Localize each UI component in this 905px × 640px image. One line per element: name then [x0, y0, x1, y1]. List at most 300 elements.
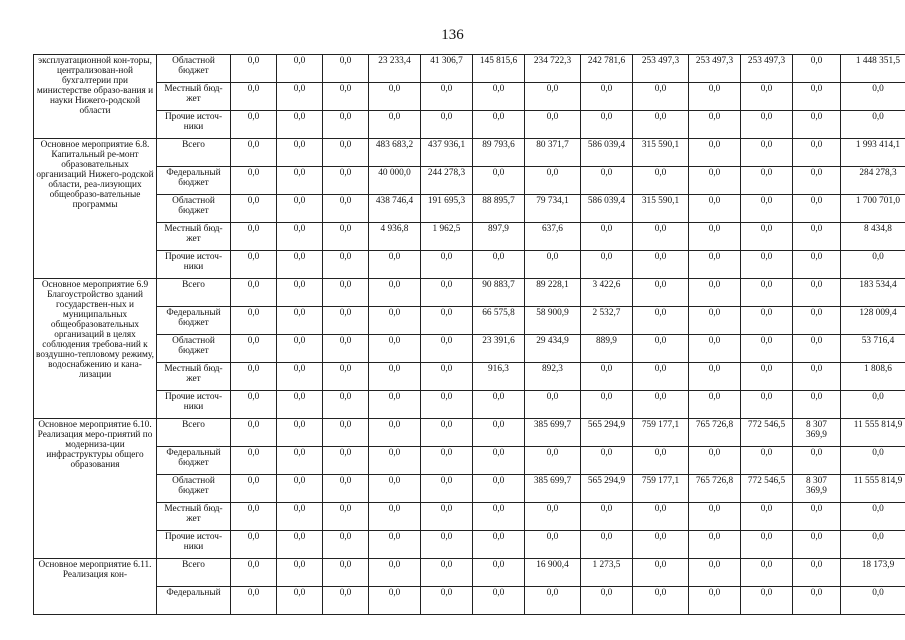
value-cell: 385 699,7 [525, 419, 581, 447]
measure-label: Основное мероприятие 6.8. Капитальный ре-монт образовательных организаций Нижего-родской области, реа-лизующих общеобразо-вательные программы [34, 139, 157, 279]
value-cell: 0,0 [741, 503, 793, 531]
measure-label: Основное мероприятие 6.11. Реализация кон- [34, 559, 157, 615]
value-cell: 0,0 [323, 419, 369, 447]
value-cell: 0,0 [689, 559, 741, 587]
value-cell: 0,0 [369, 251, 421, 279]
value-cell: 916,3 [473, 363, 525, 391]
funding-source: Всего [157, 559, 231, 587]
value-cell: 16 900,4 [525, 559, 581, 587]
value-cell: 0,0 [581, 363, 633, 391]
value-cell: 183 534,4 [841, 279, 905, 307]
value-cell: 23 233,4 [369, 55, 421, 83]
funding-source: Местный бюд-жет [157, 83, 231, 111]
table-row [34, 503, 905, 531]
value-cell: 191 695,3 [421, 195, 473, 223]
value-cell: 0,0 [323, 55, 369, 83]
value-cell: 11 555 814,9 [841, 419, 905, 447]
funding-source: Прочие источ-ники [157, 251, 231, 279]
value-cell: 0,0 [473, 391, 525, 419]
value-cell: 0,0 [633, 251, 689, 279]
value-cell: 253 497,3 [741, 55, 793, 83]
value-cell: 0,0 [277, 279, 323, 307]
value-cell: 0,0 [421, 111, 473, 139]
value-cell: 0,0 [633, 447, 689, 475]
value-cell: 0,0 [793, 447, 841, 475]
value-cell: 0,0 [525, 391, 581, 419]
value-cell: 0,0 [323, 587, 369, 615]
value-cell: 0,0 [741, 251, 793, 279]
value-cell: 0,0 [689, 139, 741, 167]
value-cell: 0,0 [369, 447, 421, 475]
value-cell: 53 716,4 [841, 335, 905, 363]
value-cell: 0,0 [231, 447, 277, 475]
funding-source: Областной бюджет [157, 55, 231, 83]
value-cell: 0,0 [581, 167, 633, 195]
table-row [34, 531, 905, 559]
value-cell: 0,0 [421, 363, 473, 391]
value-cell: 244 278,3 [421, 167, 473, 195]
value-cell: 0,0 [473, 447, 525, 475]
value-cell: 0,0 [581, 223, 633, 251]
value-cell: 0,0 [369, 279, 421, 307]
value-cell: 0,0 [231, 419, 277, 447]
value-cell: 145 815,6 [473, 55, 525, 83]
value-cell: 1 448 351,5 [841, 55, 905, 83]
table-row [34, 559, 905, 587]
value-cell: 637,6 [525, 223, 581, 251]
value-cell: 897,9 [473, 223, 525, 251]
value-cell: 0,0 [323, 111, 369, 139]
table-row [34, 139, 905, 167]
funding-source: Областной бюджет [157, 195, 231, 223]
table-row [34, 475, 905, 503]
value-cell: 0,0 [793, 83, 841, 111]
value-cell: 0,0 [231, 363, 277, 391]
value-cell: 0,0 [323, 559, 369, 587]
value-cell: 0,0 [633, 223, 689, 251]
value-cell: 0,0 [581, 531, 633, 559]
value-cell: 0,0 [323, 279, 369, 307]
value-cell: 0,0 [793, 167, 841, 195]
value-cell: 586 039,4 [581, 195, 633, 223]
value-cell: 0,0 [581, 111, 633, 139]
value-cell: 1 962,5 [421, 223, 473, 251]
value-cell: 0,0 [473, 111, 525, 139]
value-cell: 772 546,5 [741, 419, 793, 447]
value-cell: 0,0 [231, 587, 277, 615]
value-cell: 0,0 [741, 391, 793, 419]
table-row [34, 111, 905, 139]
value-cell: 0,0 [421, 83, 473, 111]
value-cell: 0,0 [793, 335, 841, 363]
value-cell: 0,0 [841, 111, 905, 139]
value-cell: 0,0 [231, 167, 277, 195]
value-cell: 0,0 [323, 167, 369, 195]
value-cell: 0,0 [421, 251, 473, 279]
value-cell: 0,0 [277, 307, 323, 335]
value-cell: 66 575,8 [473, 307, 525, 335]
value-cell: 0,0 [525, 83, 581, 111]
value-cell: 0,0 [323, 531, 369, 559]
value-cell: 0,0 [277, 111, 323, 139]
value-cell: 284 278,3 [841, 167, 905, 195]
value-cell: 437 936,1 [421, 139, 473, 167]
funding-source: Местный бюд-жет [157, 363, 231, 391]
value-cell: 0,0 [369, 531, 421, 559]
table-row [34, 447, 905, 475]
page-number: 136 [441, 27, 464, 43]
value-cell: 8 307 369,9 [793, 475, 841, 503]
value-cell: 0,0 [741, 111, 793, 139]
value-cell: 0,0 [841, 587, 905, 615]
value-cell: 41 306,7 [421, 55, 473, 83]
value-cell: 0,0 [473, 419, 525, 447]
funding-source: Местный бюд-жет [157, 223, 231, 251]
funding-source: Областной бюджет [157, 335, 231, 363]
value-cell: 0,0 [689, 83, 741, 111]
value-cell: 0,0 [581, 503, 633, 531]
value-cell: 0,0 [689, 503, 741, 531]
value-cell: 0,0 [277, 587, 323, 615]
value-cell: 0,0 [369, 391, 421, 419]
value-cell: 0,0 [231, 503, 277, 531]
value-cell: 242 781,6 [581, 55, 633, 83]
value-cell: 0,0 [421, 307, 473, 335]
value-cell: 0,0 [741, 587, 793, 615]
value-cell: 0,0 [323, 251, 369, 279]
value-cell: 0,0 [421, 335, 473, 363]
value-cell: 0,0 [793, 195, 841, 223]
value-cell: 0,0 [689, 447, 741, 475]
value-cell: 0,0 [633, 503, 689, 531]
value-cell: 0,0 [525, 587, 581, 615]
value-cell: 0,0 [689, 223, 741, 251]
value-cell: 0,0 [277, 167, 323, 195]
value-cell: 0,0 [741, 139, 793, 167]
value-cell: 0,0 [323, 363, 369, 391]
value-cell: 0,0 [793, 391, 841, 419]
value-cell: 0,0 [421, 419, 473, 447]
table-row [34, 55, 905, 83]
value-cell: 438 746,4 [369, 195, 421, 223]
value-cell: 0,0 [369, 503, 421, 531]
value-cell: 0,0 [689, 307, 741, 335]
value-cell: 0,0 [369, 587, 421, 615]
value-cell: 0,0 [231, 307, 277, 335]
value-cell: 0,0 [525, 111, 581, 139]
value-cell: 0,0 [277, 559, 323, 587]
value-cell: 0,0 [323, 307, 369, 335]
value-cell: 0,0 [473, 83, 525, 111]
value-cell: 0,0 [741, 531, 793, 559]
funding-source: Местный бюд-жет [157, 503, 231, 531]
table-row [34, 419, 905, 447]
value-cell: 11 555 814,9 [841, 475, 905, 503]
value-cell: 0,0 [581, 587, 633, 615]
value-cell: 79 734,1 [525, 195, 581, 223]
value-cell: 0,0 [369, 363, 421, 391]
value-cell: 0,0 [741, 447, 793, 475]
value-cell: 23 391,6 [473, 335, 525, 363]
funding-source: Федеральный бюджет [157, 307, 231, 335]
value-cell: 0,0 [841, 391, 905, 419]
value-cell: 0,0 [525, 531, 581, 559]
value-cell: 0,0 [689, 195, 741, 223]
value-cell: 0,0 [231, 223, 277, 251]
value-cell: 0,0 [421, 503, 473, 531]
value-cell: 0,0 [581, 447, 633, 475]
table-row [34, 167, 905, 195]
value-cell: 0,0 [323, 447, 369, 475]
value-cell: 0,0 [277, 447, 323, 475]
value-cell: 0,0 [741, 167, 793, 195]
table-row [34, 279, 905, 307]
value-cell: 0,0 [793, 587, 841, 615]
value-cell: 0,0 [689, 251, 741, 279]
value-cell: 759 177,1 [633, 475, 689, 503]
value-cell: 0,0 [741, 307, 793, 335]
value-cell: 0,0 [421, 531, 473, 559]
value-cell: 40 000,0 [369, 167, 421, 195]
value-cell: 0,0 [323, 223, 369, 251]
funding-source: Федеральный [157, 587, 231, 615]
value-cell: 0,0 [689, 391, 741, 419]
value-cell: 0,0 [421, 391, 473, 419]
value-cell: 0,0 [793, 223, 841, 251]
funding-source: Всего [157, 139, 231, 167]
value-cell: 0,0 [689, 167, 741, 195]
value-cell: 1 700 701,0 [841, 195, 905, 223]
value-cell: 253 497,3 [633, 55, 689, 83]
value-cell: 0,0 [277, 419, 323, 447]
value-cell: 0,0 [323, 83, 369, 111]
value-cell: 0,0 [277, 531, 323, 559]
value-cell: 0,0 [525, 251, 581, 279]
value-cell: 385 699,7 [525, 475, 581, 503]
measure-label: эксплуатационной кон-торы, централизован-ной бухгалтерии при министерстве образо-вания и науки Нижего-родской области [34, 55, 157, 139]
value-cell: 586 039,4 [581, 139, 633, 167]
value-cell: 0,0 [689, 363, 741, 391]
value-cell: 0,0 [231, 251, 277, 279]
value-cell: 0,0 [421, 559, 473, 587]
value-cell: 0,0 [793, 279, 841, 307]
value-cell: 8 434,8 [841, 223, 905, 251]
measure-label: Основное мероприятие 6.10. Реализация меро-приятий по модерниза-ции инфраструктуры общего образования [34, 419, 157, 559]
value-cell: 0,0 [369, 111, 421, 139]
value-cell: 0,0 [277, 55, 323, 83]
value-cell: 765 726,8 [689, 475, 741, 503]
value-cell: 0,0 [793, 307, 841, 335]
value-cell: 0,0 [741, 335, 793, 363]
value-cell: 0,0 [689, 111, 741, 139]
table-row [34, 83, 905, 111]
value-cell: 0,0 [231, 139, 277, 167]
value-cell: 0,0 [689, 531, 741, 559]
value-cell: 0,0 [741, 363, 793, 391]
funding-source: Прочие источ-ники [157, 111, 231, 139]
value-cell: 0,0 [473, 531, 525, 559]
value-cell: 0,0 [323, 391, 369, 419]
value-cell: 0,0 [633, 587, 689, 615]
value-cell: 0,0 [421, 587, 473, 615]
value-cell: 128 009,4 [841, 307, 905, 335]
value-cell: 0,0 [231, 111, 277, 139]
value-cell: 0,0 [689, 279, 741, 307]
value-cell: 4 936,8 [369, 223, 421, 251]
value-cell: 0,0 [633, 83, 689, 111]
funding-source: Федеральный бюджет [157, 167, 231, 195]
value-cell: 0,0 [633, 307, 689, 335]
value-cell: 0,0 [231, 531, 277, 559]
value-cell: 0,0 [581, 251, 633, 279]
value-cell: 0,0 [323, 475, 369, 503]
value-cell: 0,0 [323, 195, 369, 223]
value-cell: 89 228,1 [525, 279, 581, 307]
value-cell: 0,0 [793, 139, 841, 167]
funding-source: Всего [157, 419, 231, 447]
table-row [34, 587, 905, 615]
value-cell: 0,0 [231, 279, 277, 307]
value-cell: 88 895,7 [473, 195, 525, 223]
value-cell: 8 307 369,9 [793, 419, 841, 447]
value-cell: 1 273,5 [581, 559, 633, 587]
value-cell: 0,0 [323, 503, 369, 531]
measure-label: Основное мероприятие 6.9 Благоустройство зданий государствен-ных и муниципальных общеобразовательных организаций в целях соблюдения требова-ний к воздушно-тепловому режиму, водоснабжению и кана-лизации [34, 279, 157, 419]
value-cell: 772 546,5 [741, 475, 793, 503]
value-cell: 0,0 [525, 447, 581, 475]
value-cell: 0,0 [689, 587, 741, 615]
value-cell: 0,0 [369, 559, 421, 587]
value-cell: 0,0 [277, 223, 323, 251]
funding-source: Прочие источ-ники [157, 531, 231, 559]
funding-source: Областной бюджет [157, 475, 231, 503]
value-cell: 759 177,1 [633, 419, 689, 447]
value-cell: 0,0 [633, 167, 689, 195]
table-row [34, 195, 905, 223]
value-cell: 565 294,9 [581, 419, 633, 447]
value-cell: 0,0 [581, 83, 633, 111]
value-cell: 889,9 [581, 335, 633, 363]
value-cell: 483 683,2 [369, 139, 421, 167]
value-cell: 0,0 [277, 83, 323, 111]
value-cell: 18 173,9 [841, 559, 905, 587]
value-cell: 0,0 [793, 531, 841, 559]
value-cell: 0,0 [277, 139, 323, 167]
value-cell: 1 993 414,1 [841, 139, 905, 167]
budget-table [33, 54, 905, 615]
table-row [34, 391, 905, 419]
value-cell: 1 808,6 [841, 363, 905, 391]
value-cell: 0,0 [231, 475, 277, 503]
funding-source: Прочие источ-ники [157, 391, 231, 419]
value-cell: 0,0 [741, 559, 793, 587]
value-cell: 58 900,9 [525, 307, 581, 335]
value-cell: 0,0 [741, 279, 793, 307]
value-cell: 0,0 [277, 195, 323, 223]
value-cell: 0,0 [473, 475, 525, 503]
funding-source: Федеральный бюджет [157, 447, 231, 475]
value-cell: 0,0 [581, 391, 633, 419]
value-cell: 0,0 [841, 251, 905, 279]
value-cell: 0,0 [633, 391, 689, 419]
value-cell: 0,0 [525, 167, 581, 195]
value-cell: 0,0 [231, 83, 277, 111]
value-cell: 0,0 [323, 139, 369, 167]
value-cell: 0,0 [841, 503, 905, 531]
value-cell: 0,0 [793, 559, 841, 587]
value-cell: 0,0 [525, 503, 581, 531]
value-cell: 0,0 [369, 83, 421, 111]
value-cell: 0,0 [231, 335, 277, 363]
value-cell: 0,0 [793, 503, 841, 531]
table-row [34, 251, 905, 279]
value-cell: 0,0 [741, 195, 793, 223]
value-cell: 0,0 [793, 111, 841, 139]
value-cell: 234 722,3 [525, 55, 581, 83]
value-cell: 0,0 [633, 111, 689, 139]
value-cell: 0,0 [277, 391, 323, 419]
funding-source: Всего [157, 279, 231, 307]
value-cell: 0,0 [323, 335, 369, 363]
value-cell: 0,0 [841, 531, 905, 559]
value-cell: 0,0 [793, 363, 841, 391]
value-cell: 0,0 [369, 419, 421, 447]
value-cell: 0,0 [369, 475, 421, 503]
value-cell: 0,0 [841, 447, 905, 475]
value-cell: 0,0 [633, 559, 689, 587]
value-cell: 0,0 [793, 251, 841, 279]
value-cell: 0,0 [633, 363, 689, 391]
table-row [34, 335, 905, 363]
value-cell: 0,0 [369, 307, 421, 335]
value-cell: 0,0 [277, 335, 323, 363]
value-cell: 89 793,6 [473, 139, 525, 167]
value-cell: 90 883,7 [473, 279, 525, 307]
value-cell: 0,0 [277, 503, 323, 531]
value-cell: 0,0 [277, 475, 323, 503]
value-cell: 0,0 [473, 251, 525, 279]
value-cell: 0,0 [633, 335, 689, 363]
value-cell: 0,0 [473, 559, 525, 587]
table-row [34, 307, 905, 335]
value-cell: 0,0 [473, 503, 525, 531]
value-cell: 253 497,3 [689, 55, 741, 83]
value-cell: 0,0 [633, 531, 689, 559]
value-cell: 0,0 [633, 279, 689, 307]
value-cell: 80 371,7 [525, 139, 581, 167]
value-cell: 0,0 [231, 195, 277, 223]
value-cell: 0,0 [421, 279, 473, 307]
value-cell: 0,0 [689, 335, 741, 363]
value-cell: 892,3 [525, 363, 581, 391]
value-cell: 0,0 [741, 223, 793, 251]
value-cell: 0,0 [741, 83, 793, 111]
value-cell: 315 590,1 [633, 195, 689, 223]
value-cell: 0,0 [277, 363, 323, 391]
value-cell: 3 422,6 [581, 279, 633, 307]
value-cell: 0,0 [421, 447, 473, 475]
value-cell: 0,0 [473, 167, 525, 195]
table-row [34, 223, 905, 251]
value-cell: 0,0 [231, 55, 277, 83]
table-row [34, 363, 905, 391]
value-cell: 0,0 [473, 587, 525, 615]
value-cell: 565 294,9 [581, 475, 633, 503]
value-cell: 315 590,1 [633, 139, 689, 167]
value-cell: 0,0 [841, 83, 905, 111]
value-cell: 2 532,7 [581, 307, 633, 335]
value-cell: 0,0 [277, 251, 323, 279]
